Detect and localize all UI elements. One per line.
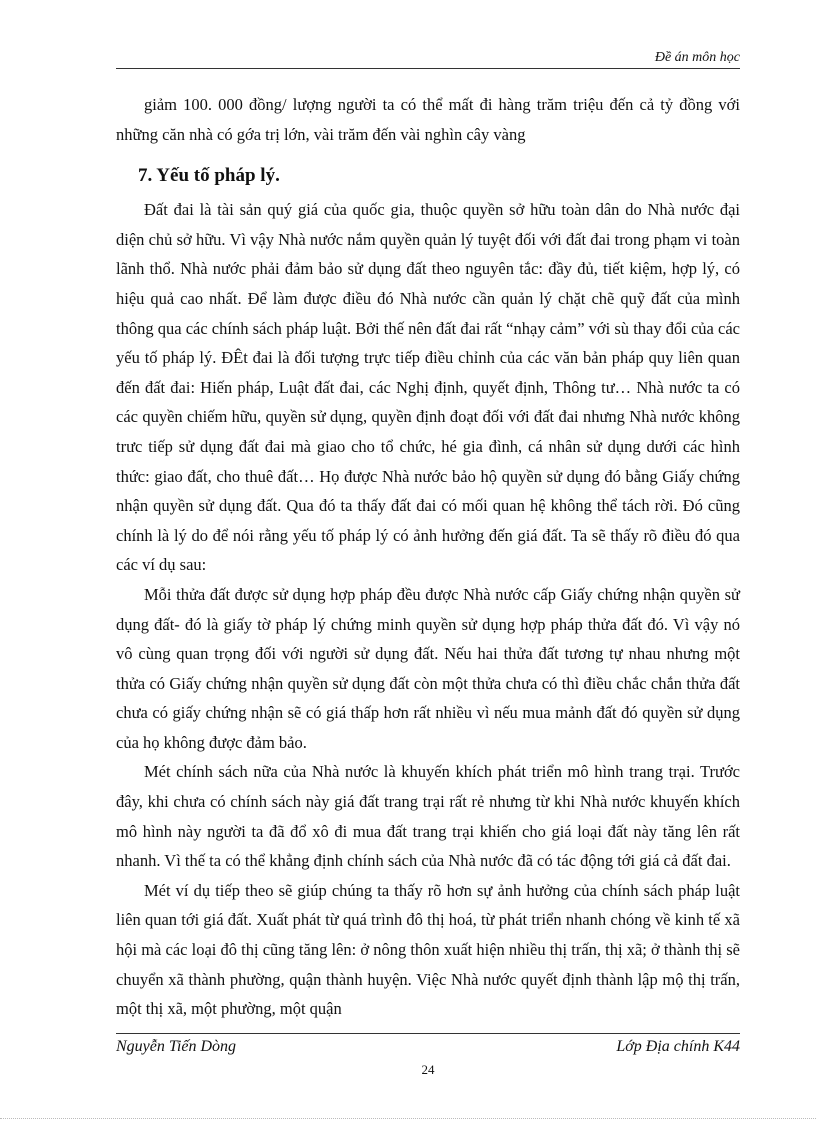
paragraph-3: Mét chính sách nữa của Nhà nước là khuyến khích phát triển mô hình trang trại. Trước đây, khi chưa có chính sách này giá đất trang trại rất rẻ nhưng từ khi Nhà nước khuyến khích mô hình này người ta đã đổ xô đi mua đất trang trại khiến cho giá loại đất này tăng lên rất nhanh. Vì thế ta có thể khẳng định chính sách của Nhà nước đã có tác động tới giá cả đất đai. xyxy=(116,762,740,871)
page-bottom-border xyxy=(0,1118,816,1119)
paragraph-4: Mét ví dụ tiếp theo sẽ giúp chúng ta thấy rõ hơn sự ảnh hưởng của chính sách pháp luật liên quan tới giá đất. Xuất phát từ quá trình đô thị hoá, từ phát triển nhanh chóng về kinh tế xã hội mà các loại đô thị cũng tăng lên: ở nông thôn xuất hiện nhiều thị trấn, thị xã; ở thành thị sẽ chuyển xã thành phường, quận thành huyện. Việc Nhà nước quyết định thành lập mộ thị trấn, một thị xã, một phường, một quận xyxy=(116,880,740,1019)
page-footer xyxy=(116,1033,740,1077)
paragraph-2: Mỗi thửa đất được sử dụng hợp pháp đều được Nhà nước cấp Giấy chứng nhận quyền sử dụng đất- đó là giấy tờ pháp lý chứng minh quyền sử dụng hợp pháp thửa đất đó. Vì vậy nó vô cùng quan trọng đối với người sử dụng đất. Nếu hai thửa đất tương tự nhau nhưng một thửa có Giấy chứng nhận quyền sử dụng đất còn một thửa chưa có thì điều chắc chắn thửa đất chưa có giấy chứng nhận sẽ có giá thấp hơn rất nhiều vì nếu mua mảnh đất đó quyền sử dụng của họ không được đảm bảo. xyxy=(116,584,740,752)
paragraph-continued: giảm 100. 000 đồng/ lượng người ta có thể mất đi hàng trăm triệu đến cả tỷ đồng với những căn nhà có gớa trị lớn, vài trăm đến vài nghìn cây vàng xyxy=(116,95,740,144)
page-number: 24 xyxy=(421,1062,435,1077)
author-name: Nguyễn Tiến Dòng xyxy=(116,1038,236,1055)
page-content xyxy=(116,90,740,1024)
class-name: Lớp Địa chính K44 xyxy=(616,1038,740,1055)
page-header xyxy=(116,44,740,69)
section-heading: 7. Yếu tố pháp lý. xyxy=(138,165,280,187)
header-title: Đề án môn học xyxy=(654,50,740,65)
paragraph-1: Đất đai là tài sản quý giá của quốc gia, thuộc quyền sở hữu toàn dân do Nhà nước đại diện chủ sở hữu. Vì vậy Nhà nước nắm quyền quản lý tuyệt đối với đất đai trong phạm vi toàn lãnh thổ. Nhà nước phải đảm bảo sử dụng đất theo nguyên tắc: đầy đủ, tiết kiệm, hợp lý, có hiệu quả cao nhất. Để làm được điều đó Nhà nước cần quản lý chặt chẽ quỹ đất của mình thông qua các chính sách pháp luật. Bởi thế nên đất đai rất “nhạy cảm” với sù thay đổi của các yếu tố pháp lý. ĐÊt đai là đối tượng trực tiếp điều chỉnh của các văn bản pháp quy liên quan đến đất đai: Hiến pháp, Luật đất đai, các Nghị định, quyết định, Thông tư… Nhà nước ta có các quyền chiếm hữu, quyền sử dụng, quyền định đoạt đối với đất đai nhưng Nhà nước không trưc tiếp sử dụng đất đai mà giao cho tổ chức, hé gia đình, cá nhân sử dụng dưới các hình thức: giao đất, cho thuê đất… Họ được Nhà nước bảo hộ quyền sử dụng đó bằng Giấy chứng nhận quyền sử dụng đất. Qua đó ta thấy đất đai có mối quan hệ không thể tách rời. Đó cũng chính là lý do để nói rằng yếu tố pháp lý có ảnh hưởng đến giá đất. Ta sẽ thấy rõ điều đó qua các ví dụ sau: xyxy=(116,200,740,575)
